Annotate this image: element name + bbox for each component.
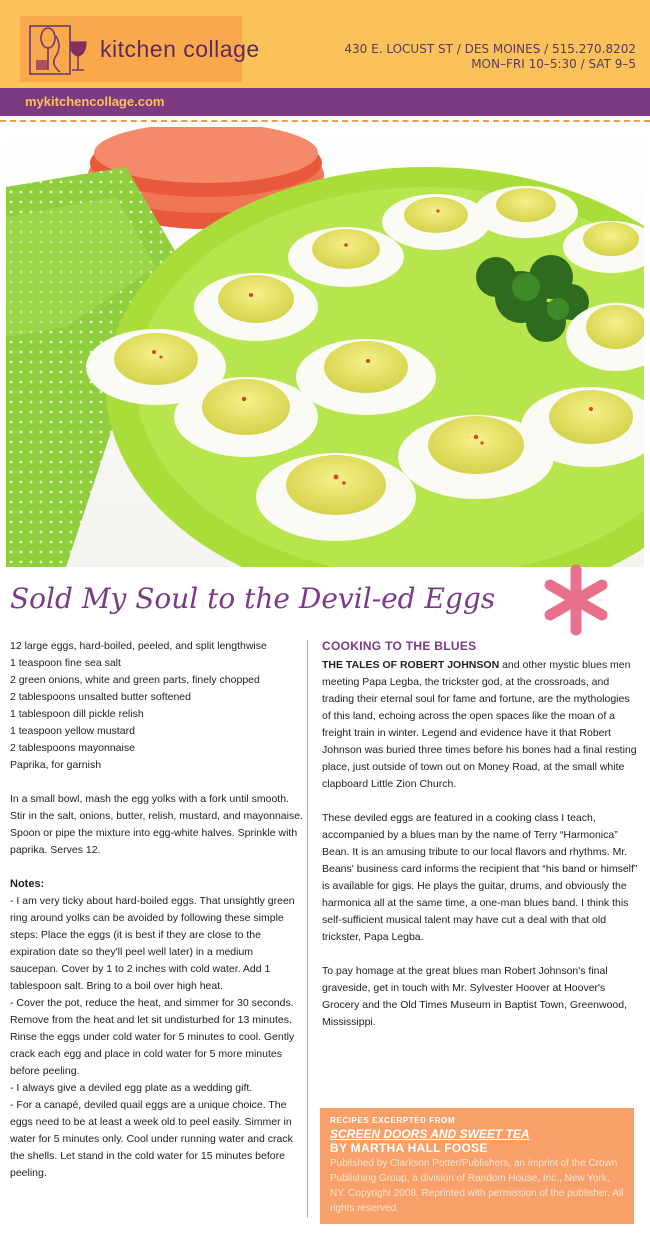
credit-kicker: RECIPES EXCERPTED FROM [330,1116,456,1125]
ingredients-list [10,638,304,774]
note-item: - I am very ticky about hard-boiled eggs. That unsightly green ring around yolks can be avoided by following these simple steps: Place the eggs (it is best if they are close to the expiration date so they'll peel well later) in a medium saucepan. Cover by 1 to 2 inches with cold water. Add 1 tablespoon salt. Bring to a boil over high heat. [10,895,295,992]
book-credit-box [320,1108,634,1224]
story-paragraph-2: These deviled eggs are featured in a cooking class I teach, accompanied by a blues man by the name of Terry “Harmonica” Bean. It is an amusing tribute to our local flavors and rhythms. Mr. Beans' business card informs the recipient that “his band or himself” is available for gigs. He plays the guitar, drums, and obviously the harmonica all at the same time, a one-man blues band. I think this self-sufficient musical talent may have cut a deal with that old trickster, Papa Legba. [322,812,638,943]
ingredient: 1 teaspoon yellow mustard [10,725,135,737]
story-paragraph-1 [322,657,640,793]
note-item: - For a canapé, deviled quail eggs are a unique choice. The eggs need to be at least a week old to peel easily. Simmer in water for 5 minutes only. Cool under running water and crack the shells. Let stand in the cold water for 15 minutes before peeling. [10,1099,293,1179]
deviled-eggs-photo [6,127,644,567]
ingredient: 1 tablespoon dill pickle relish [10,708,144,720]
column-divider [307,640,308,1218]
store-address: 430 E. LOCUST ST / DES MOINES / 515.270.8202 [344,42,636,56]
website-link[interactable]: mykitchencollage.com [25,94,165,109]
ingredient: 2 green onions, white and green parts, finely chopped [10,674,260,686]
story-column [322,638,640,1031]
dashed-divider [0,120,650,122]
method-text: In a small bowl, mash the egg yolks with a fork until smooth. Stir in the salt, onions, butter, relish, mustard, and mayonnaise. Spoon or pipe the mixture into egg-white halves. Sprinkle with paprika. Serves 12. [10,793,303,856]
book-title: SCREEN DOORS AND SWEET TEA [330,1127,530,1141]
ingredient: Paprika, for garnish [10,759,102,771]
note-item: - I always give a deviled egg plate as a wedding gift. [10,1082,253,1094]
logo[interactable] [20,16,260,82]
story-lead: THE TALES OF ROBERT JOHNSON [322,659,500,671]
store-info [344,42,636,72]
kitchen-utensils-icon [26,20,92,80]
ingredient: 2 tablespoons unsalted butter softened [10,691,191,703]
ingredient: 1 teaspoon fine sea salt [10,657,121,669]
asterisk-icon [536,560,616,640]
store-hours: MON–FRI 10–5:30 / SAT 9–5 [471,57,636,71]
section-heading: COOKING TO THE BLUES [322,639,477,653]
ingredient: 12 large eggs, hard-boiled, peeled, and split lengthwise [10,640,267,652]
header [0,0,650,88]
publisher-note: Published by Clarkson Potter/Publishers, an imprint of the Crown Publishing Group, a division of Random House, Inc., New York, NY. Copyright 2008. Reprinted with permission of the publisher. All rights reserved. [330,1158,624,1214]
ingredient: 2 tablespoons mayonnaise [10,742,135,754]
note-item: - Cover the pot, reduce the heat, and simmer for 30 seconds. Remove from the heat and let sit undisturbed for 13 minutes. Rinse the eggs under cold water for 5 minutes to cool. Gently crack each egg and place in cold water for 5 more minutes before peeling. [10,997,295,1077]
logo-text: kitchen collage [100,36,260,62]
website-bar [0,88,650,116]
article-title: Sold My Soul to the Devil-ed Eggs [10,582,496,615]
story-paragraph-3: To pay homage at the great blues man Robert Johnson's final graveside, get in touch with Mr. Sylvester Hoover at Hoover's Grocery and the Old Times Museum in Baptist Town, Greenwood, Mississippi. [322,965,628,1028]
book-author: BY MARTHA HALL FOOSE [330,1141,488,1155]
story-paragraph-1-text: and other mystic blues men meeting Papa Legba, the trickster god, at the crossroads, and trading their eternal soul for fame and fortune, are the mythologies of this land, echoing across the open spaces like the moan of a freight train in winter. Legend and evidence have it that Robert Johnson was buried three times before his bones had a final resting place, just outside of town out on Money Road, at the small white clapboard Little Zion Church. [322,659,637,790]
notes-heading: Notes: [10,878,45,890]
recipe-column [10,638,304,1182]
deviled-eggs-illustration [6,127,644,567]
